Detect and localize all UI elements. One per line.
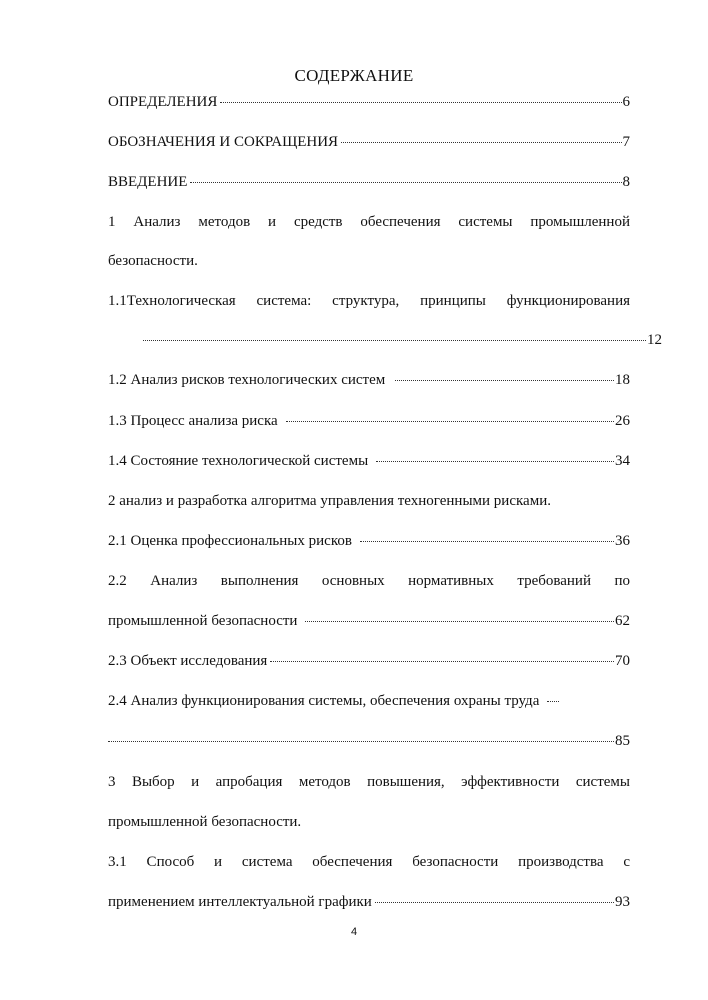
toc-chapter-1-line2[interactable]: безопасности. [108, 253, 198, 269]
toc-entry-text: 1.4 Состояние технологической системы [108, 453, 369, 469]
toc-chapter-3-line1[interactable]: 3 Выбор и апробация методов повышения, эффективности системы [108, 774, 630, 790]
dot-leader [376, 461, 614, 462]
dot-leader [341, 142, 621, 143]
toc-entry-page: 62 [615, 613, 630, 629]
toc-entry-text: 1.2 Анализ рисков технологических систем [108, 372, 386, 388]
toc-entry-page: 18 [615, 372, 630, 388]
toc-entry-text: 1.3 Процесс анализа риска [108, 413, 278, 429]
toc-entry-2-4-line2[interactable] [108, 730, 630, 752]
toc-entry-2-4-line1[interactable] [108, 690, 630, 712]
page-number: 4 [350, 926, 358, 938]
toc-entry-2-2-line1[interactable]: 2.2 Анализ выполнения основных нормативных требований по [108, 573, 630, 589]
toc-entry-page: 8 [622, 174, 630, 190]
toc-entry-2-2-line2[interactable] [108, 610, 630, 632]
dot-leader [305, 621, 614, 622]
dot-leader [395, 380, 614, 381]
dot-leader [190, 182, 621, 183]
toc-entry-text: применением интеллектуальной графики [108, 894, 372, 910]
toc-entry-2-3[interactable] [108, 650, 630, 672]
toc-entry-1-2[interactable] [108, 369, 630, 391]
toc-entry-definitions[interactable] [108, 91, 630, 113]
toc-entry-page: 93 [615, 894, 630, 910]
dot-leader [375, 902, 614, 903]
toc-entry-page: 85 [615, 733, 630, 749]
dot-leader [360, 541, 614, 542]
toc-entry-text: 2.4 Анализ функционирования системы, обеспечения охраны труда [108, 693, 540, 709]
toc-entry-page: 7 [622, 134, 630, 150]
dot-leader [220, 102, 621, 103]
toc-entry-text: ОБОЗНАЧЕНИЯ И СОКРАЩЕНИЯ [108, 134, 339, 150]
dot-leader [108, 741, 614, 742]
toc-entry-1-3[interactable] [108, 410, 630, 432]
toc-entry-text: 2.1 Оценка профессиональных рисков [108, 533, 352, 549]
toc-entry-text: 2.3 Объект исследования [108, 653, 268, 669]
toc-entry-1-1-line1[interactable]: 1.1Технологическая система: структура, принципы функционирования [108, 293, 630, 309]
toc-entry-introduction[interactable] [108, 171, 630, 193]
toc-entry-3-1-line2[interactable] [108, 891, 630, 913]
toc-entry-text: промышленной безопасности [108, 613, 298, 629]
toc-chapter-3-line2[interactable]: промышленной безопасности. [108, 814, 302, 830]
toc-entry-text: ОПРЕДЕЛЕНИЯ [108, 94, 218, 110]
toc-entry-page: 36 [615, 533, 630, 549]
toc-entry-page: 34 [615, 453, 630, 469]
toc-entry-1-4[interactable] [108, 450, 630, 472]
toc-entry-text: ВВЕДЕНИЕ [108, 174, 188, 190]
toc-entry-2-1[interactable] [108, 530, 630, 552]
toc-entry-page: 26 [615, 413, 630, 429]
toc-chapter-1-line1[interactable]: 1 Анализ методов и средств обеспечения системы промышленной [108, 214, 630, 230]
dot-leader [547, 701, 559, 702]
dot-leader [143, 340, 646, 341]
toc-entry-abbreviations[interactable] [108, 131, 630, 153]
toc-entry-page: 6 [622, 94, 630, 110]
toc-entry-3-1-line1[interactable]: 3.1 Способ и система обеспечения безопасности производства с [108, 854, 630, 870]
toc-entry-page: 12 [647, 332, 662, 348]
toc-entry-page: 70 [615, 653, 630, 669]
dot-leader [270, 661, 614, 662]
dot-leader [286, 421, 614, 422]
toc-entry-1-1-line2[interactable] [108, 329, 662, 351]
toc-title: СОДЕРЖАНИЕ [294, 66, 414, 85]
toc-chapter-2[interactable]: 2 анализ и разработка алгоритма управления техногенными рисками. [108, 493, 551, 509]
